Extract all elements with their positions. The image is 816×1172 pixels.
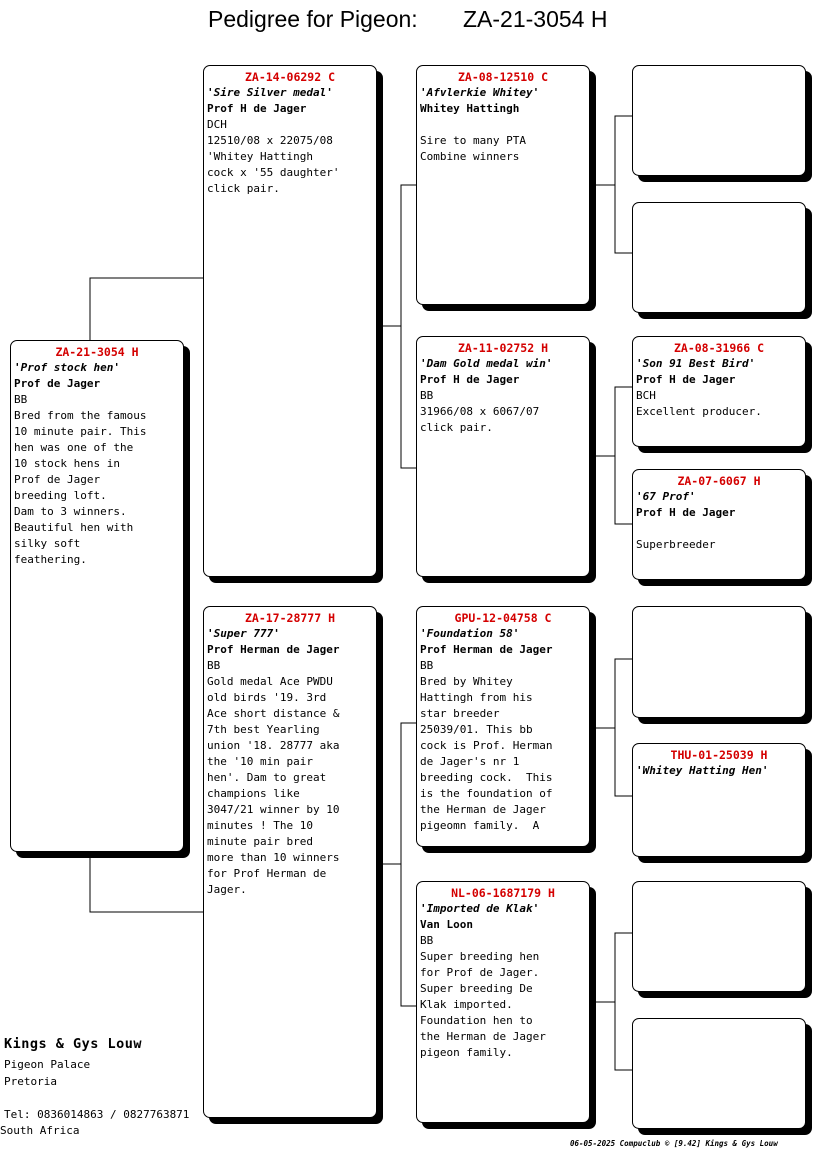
- pigeon-note-line: silky soft: [14, 537, 81, 550]
- pigeon-notes: [636, 521, 802, 553]
- pigeon-note-line: champions like: [207, 787, 300, 800]
- pigeon-note-line: Sire to many PTA: [420, 134, 526, 147]
- ring-number: THU-01-25039 H: [670, 748, 768, 762]
- pigeon-note-line: the '10 min pair: [207, 755, 313, 768]
- breeder-name: Prof H de Jager: [636, 373, 736, 386]
- pigeon-note-line: 12510/08 x 22075/08: [207, 134, 333, 147]
- pigeon-note-line: Foundation hen to: [420, 1014, 533, 1027]
- pigeon-note-line: [420, 117, 586, 133]
- breeder-name: Prof H de Jager: [636, 506, 736, 519]
- pigeon-note-line: pigeomn family. A: [420, 819, 540, 832]
- pigeon-name: 'Dam Gold medal win': [420, 357, 553, 370]
- pigeon-note-line: is the foundation of: [420, 787, 553, 800]
- pigeon-note-line: hen was one of the: [14, 441, 134, 454]
- ring-number: ZA-11-02752 H: [457, 341, 548, 355]
- pigeon-note-line: pigeon family.: [420, 1046, 513, 1059]
- owner-block: [4, 1036, 142, 1090]
- pigeon-note-line: more than 10 winners: [207, 851, 340, 864]
- pigeon-note-line: minutes ! The 10: [207, 819, 313, 832]
- pigeon-note-line: BB: [420, 934, 434, 947]
- pigeon-note-line: old birds '19. 3rd: [207, 691, 327, 704]
- breeder-name: Prof Herman de Jager: [420, 643, 553, 656]
- breeder-name: Prof H de Jager: [207, 102, 307, 115]
- card-dam-sire-sire[interactable]: [632, 606, 806, 718]
- print-footer: 06-05-2025 Compuclub © [9.42] Kings & Gys Louw: [570, 1139, 778, 1148]
- pigeon-notes: [636, 388, 802, 420]
- pigeon-notes: [420, 117, 586, 165]
- pigeon-note-line: 'Whitey Hattingh: [207, 150, 313, 163]
- pigeon-note-line: minute pair bred: [207, 835, 313, 848]
- pigeon-notes: [14, 392, 180, 568]
- card-sire-sire-dam[interactable]: [632, 202, 806, 313]
- owner-telephone: Tel: 0836014863 / 0827763871: [4, 1108, 190, 1121]
- pigeon-note-line: Excellent producer.: [636, 405, 762, 418]
- pigeon-name: 'Sire Silver medal': [207, 86, 333, 99]
- pigeon-notes: [420, 933, 586, 1061]
- card-sire-dam[interactable]: [416, 336, 590, 577]
- pigeon-note-line: for Prof Herman de: [207, 867, 327, 880]
- breeder-name: Van Loon: [420, 918, 473, 931]
- pigeon-name: 'Foundation 58': [420, 627, 520, 640]
- pigeon-note-line: Super breeding hen: [420, 950, 540, 963]
- pigeon-name: 'Afvlerkie Whitey': [420, 86, 540, 99]
- title-label: Pedigree for Pigeon:: [208, 6, 418, 32]
- pigeon-note-line: 31966/08 x 6067/07: [420, 405, 540, 418]
- pigeon-note-line: BB: [14, 393, 28, 406]
- pigeon-note-line: cock x '55 daughter': [207, 166, 340, 179]
- card-dam-sire-dam[interactable]: [632, 743, 806, 857]
- pigeon-note-line: click pair.: [420, 421, 493, 434]
- ring-number: ZA-14-06292 C: [244, 70, 335, 84]
- pigeon-note-line: union '18. 28777 aka: [207, 739, 340, 752]
- card-sire-dam-sire[interactable]: [632, 336, 806, 447]
- pigeon-note-line: Bred from the famous: [14, 409, 147, 422]
- pigeon-note-line: 25039/01. This bb: [420, 723, 533, 736]
- pigeon-note-line: breeding loft.: [14, 489, 107, 502]
- pigeon-notes: [207, 658, 373, 898]
- card-subject[interactable]: [10, 340, 184, 852]
- pigeon-note-line: cock is Prof. Herman: [420, 739, 553, 752]
- ring-number: NL-06-1687179 H: [451, 886, 555, 900]
- ring-number: ZA-08-12510 C: [457, 70, 548, 84]
- pigeon-note-line: Jager.: [207, 883, 247, 896]
- ring-number: ZA-21-3054 H: [55, 345, 139, 359]
- card-dam-dam-dam[interactable]: [632, 1018, 806, 1129]
- pigeon-name: 'Imported de Klak': [420, 902, 540, 915]
- pigeon-note-line: Klak imported.: [420, 998, 513, 1011]
- breeder-name: Prof Herman de Jager: [207, 643, 340, 656]
- pigeon-note-line: Superbreeder: [636, 538, 716, 551]
- pigeon-note-line: BB: [420, 389, 434, 402]
- card-dam-dam[interactable]: [416, 881, 590, 1123]
- card-dam-sire[interactable]: [416, 606, 590, 847]
- pigeon-note-line: Dam to 3 winners.: [14, 505, 127, 518]
- breeder-name: Prof de Jager: [14, 377, 101, 390]
- pigeon-note-line: Ace short distance &: [207, 707, 340, 720]
- card-dam[interactable]: [203, 606, 377, 1118]
- pigeon-notes: [420, 388, 586, 436]
- pigeon-note-line: star breeder: [420, 707, 500, 720]
- pigeon-note-line: de Jager's nr 1: [420, 755, 520, 768]
- pigeon-note-line: for Prof de Jager.: [420, 966, 540, 979]
- ring-number: ZA-08-31966 C: [673, 341, 764, 355]
- owner-address-line-2: Pretoria: [4, 1075, 57, 1088]
- pigeon-note-line: [636, 521, 802, 537]
- pigeon-note-line: 10 stock hens in: [14, 457, 120, 470]
- pigeon-note-line: Gold medal Ace PWDU: [207, 675, 333, 688]
- card-sire-sire[interactable]: [416, 65, 590, 305]
- breeder-name: Whitey Hattingh: [420, 102, 520, 115]
- pigeon-note-line: hen'. Dam to great: [207, 771, 327, 784]
- card-sire-dam-dam[interactable]: [632, 469, 806, 580]
- card-sire[interactable]: [203, 65, 377, 577]
- ring-number: GPU-12-04758 C: [454, 611, 552, 625]
- pigeon-note-line: BB: [207, 659, 221, 672]
- pigeon-name: 'Whitey Hatting Hen': [636, 764, 769, 777]
- pigeon-note-line: Super breeding De: [420, 982, 533, 995]
- pigeon-note-line: Bred by Whitey: [420, 675, 513, 688]
- breeder-name: Prof H de Jager: [420, 373, 520, 386]
- ring-number: ZA-17-28777 H: [244, 611, 335, 625]
- pigeon-note-line: BCH: [636, 389, 656, 402]
- pigeon-note-line: the Herman de Jager: [420, 1030, 546, 1043]
- pigeon-note-line: click pair.: [207, 182, 280, 195]
- title-ring: ZA-21-3054 H: [463, 6, 608, 32]
- pigeon-note-line: DCH: [207, 118, 227, 131]
- pigeon-note-line: Beautiful hen with: [14, 521, 134, 534]
- pigeon-note-line: 7th best Yearling: [207, 723, 320, 736]
- owner-country: South Africa: [0, 1124, 80, 1137]
- pigeon-name: '67 Prof': [636, 490, 696, 503]
- card-sire-sire-sire[interactable]: [632, 65, 806, 176]
- pigeon-note-line: 3047/21 winner by 10: [207, 803, 340, 816]
- pigeon-note-line: breeding cock. This: [420, 771, 553, 784]
- pigeon-note-line: feathering.: [14, 553, 87, 566]
- pigeon-note-line: Hattingh from his: [420, 691, 533, 704]
- pigeon-notes: [207, 117, 373, 197]
- pigeon-name: 'Prof stock hen': [14, 361, 120, 374]
- pigeon-note-line: Prof de Jager: [14, 473, 101, 486]
- card-dam-dam-sire[interactable]: [632, 881, 806, 992]
- pigeon-note-line: Combine winners: [420, 150, 520, 163]
- pigeon-note-line: the Herman de Jager: [420, 803, 546, 816]
- pigeon-name: 'Son 91 Best Bird': [636, 357, 756, 370]
- pigeon-note-line: BB: [420, 659, 434, 672]
- owner-address-line-1: Pigeon Palace: [4, 1058, 91, 1071]
- pigeon-name: 'Super 777': [207, 627, 280, 640]
- pigeon-notes: [420, 658, 586, 834]
- owner-name: Kings & Gys Louw: [4, 1036, 143, 1052]
- pigeon-note-line: 10 minute pair. This: [14, 425, 147, 438]
- ring-number: ZA-07-6067 H: [677, 474, 761, 488]
